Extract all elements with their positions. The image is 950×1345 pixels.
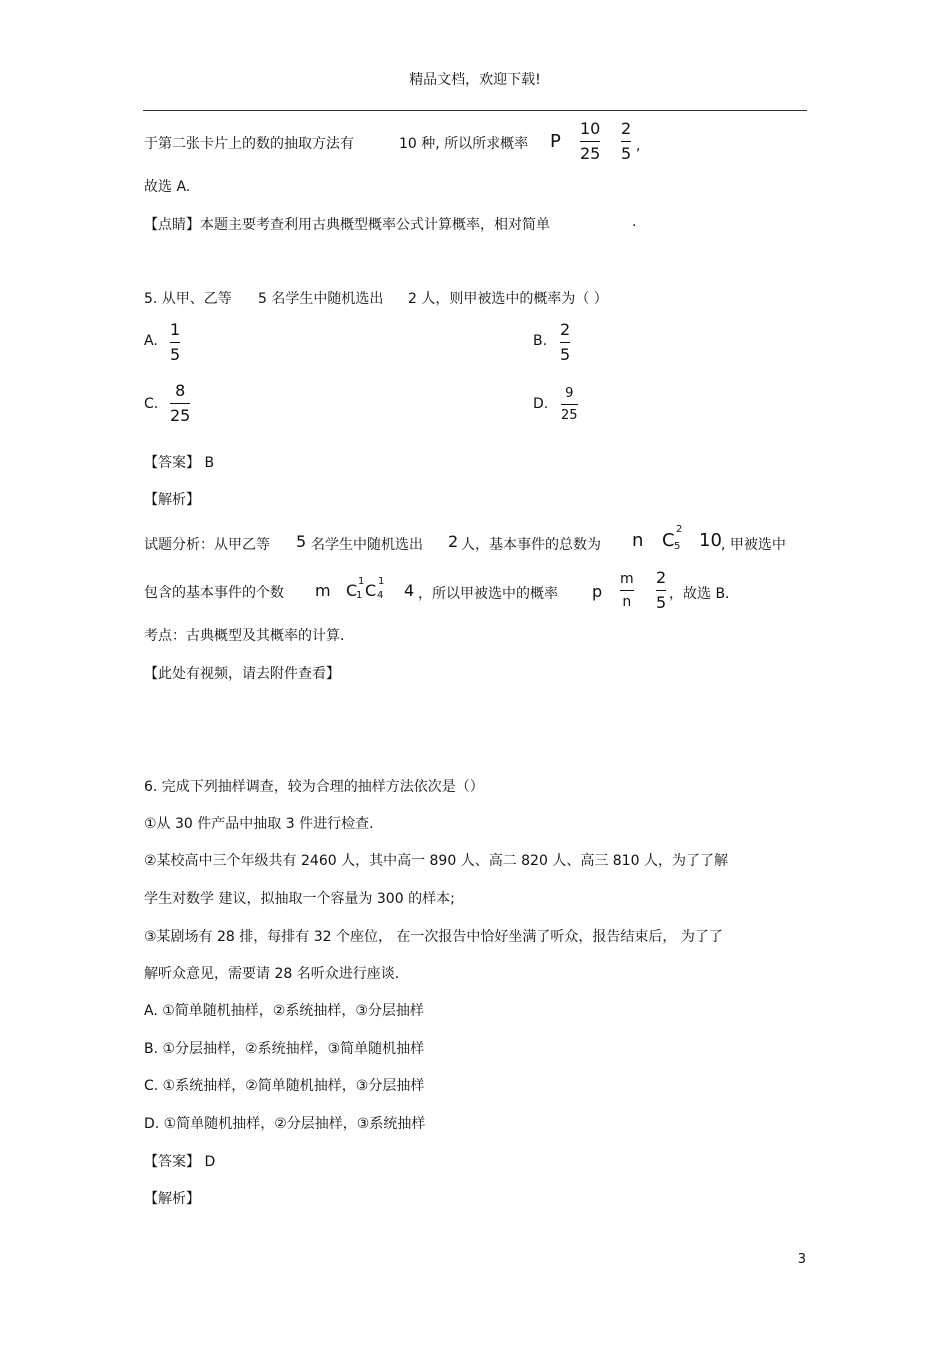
q5-stem-part1: 5. 从甲、乙等	[144, 291, 232, 307]
fraction-bar	[561, 404, 578, 405]
q5-video-note: 【此处有视频，请去附件查看】	[144, 666, 340, 682]
q5-answer: 【答案】 B	[144, 455, 215, 471]
q5-analysis-two: 2	[448, 532, 459, 551]
fraction-numerator: 2	[621, 119, 632, 138]
fraction-numerator: 2	[560, 320, 571, 339]
fraction-bar	[580, 141, 600, 142]
fraction-numerator: 8	[175, 381, 186, 400]
q5-stem-part2: 5 名学生中随机选出	[258, 291, 384, 307]
q6-option-b: B. ①分层抽样，②系统抽样，③简单随机抽样	[144, 1041, 425, 1057]
q5-analysis-line1-e: 人，基本事件的总数为	[461, 537, 601, 553]
q5-analysis-line1-c: 名学生中随机选出	[311, 537, 423, 553]
q5-option-a-label: A.	[144, 333, 158, 349]
combination-letter: C	[662, 530, 675, 551]
q5-analysis-line2-a: 包含的基本事件的个数	[144, 585, 284, 601]
fraction-bar	[170, 342, 180, 343]
q5-option-b-label: B.	[533, 333, 548, 349]
q5-combination-c11: C	[346, 581, 358, 600]
q4-note-dot: .	[632, 214, 637, 230]
q6-item-1: ①从 30 件产品中抽取 3 件进行检查.	[144, 816, 374, 832]
fraction-bar	[621, 141, 631, 142]
fraction-numerator: m	[620, 571, 634, 587]
q5-fraction-2-5	[656, 570, 666, 611]
q5-kaodian: 考点：古典概型及其概率的计算.	[144, 628, 345, 644]
q5-n-symbol: n	[632, 530, 644, 551]
combination-subscript: 1	[356, 590, 363, 601]
q6-item-2-line2: 学生对数学 建议，拟抽取一个容量为 300 的样本;	[144, 891, 455, 907]
q6-answer: 【答案】 D	[144, 1154, 216, 1170]
fraction-numerator: 10	[580, 119, 601, 138]
combination-subscript: 5	[674, 541, 681, 552]
q6-stem: 6. 完成下列抽样调查，较为合理的抽样方法依次是（）	[144, 779, 484, 795]
q5-analysis-line1-a: 试题分析：从甲乙等	[144, 537, 270, 553]
q4-note: 【点睛】本题主要考查利用古典概型概率公式计算概率，相对简单	[144, 217, 550, 233]
q5-option-a-fraction	[170, 322, 180, 363]
q4-prob-symbol: P	[550, 131, 561, 152]
q5-combination-c52	[662, 530, 675, 551]
fraction-denominator: 5	[560, 345, 571, 364]
fraction-numerator: 2	[656, 568, 667, 587]
page-header: 精品文档，欢迎下载!	[409, 72, 541, 88]
fraction-denominator: 25	[561, 408, 578, 423]
q6-item-2-line1: ②某校高中三个年级共有 2460 人，其中高一 890 人、高二 820 人、高三 810 人，为了了解	[144, 853, 728, 869]
q5-option-c-fraction	[170, 383, 190, 424]
fraction-denominator: 25	[580, 144, 601, 163]
q5-fraction-m-n	[620, 572, 634, 609]
q5-p-symbol: p	[592, 582, 603, 601]
fraction-bar	[620, 590, 634, 591]
q5-analysis-line2-c: ，故选 B.	[669, 586, 730, 602]
q4-fraction-10-25	[580, 121, 600, 162]
q6-analysis-title: 【解析】	[144, 1191, 200, 1207]
fraction-denominator: n	[622, 594, 632, 610]
combination-subscript: 4	[377, 590, 384, 601]
q4-fraction-2-5	[621, 121, 631, 162]
fraction-denominator: 25	[170, 406, 191, 425]
fraction-bar	[170, 403, 190, 404]
fraction-denominator: 5	[621, 144, 632, 163]
q4-continuation-text: 于第二张卡片上的数的抽取方法有	[144, 136, 354, 152]
q4-comma: ,	[636, 138, 641, 154]
q6-option-a: A. ①简单随机抽样，②系统抽样，③分层抽样	[144, 1003, 424, 1019]
combination-superscript: 1	[378, 576, 385, 587]
q5-option-d-label: D.	[533, 396, 549, 412]
fraction-bar	[560, 342, 570, 343]
fraction-numerator: 9	[565, 386, 574, 401]
q6-item-3-line1: ③某剧场有 28 排，每排有 32 个座位， 在一次报告中恰好坐满了听众，报告结束后， 为了了	[144, 929, 723, 945]
q6-item-3-line2: 解听众意见，需要请 28 名听众进行座谈.	[144, 966, 400, 982]
q5-count-four: 4	[404, 581, 415, 600]
header-rule	[143, 110, 807, 111]
q5-option-c-label: C.	[144, 396, 159, 412]
q5-option-b-fraction	[560, 322, 570, 363]
combination-superscript: 1	[358, 576, 365, 587]
q5-analysis-line1-f: , 甲被选中	[721, 537, 786, 553]
q5-stem-part3: 2 人，则甲被选中的概率为（ ）	[408, 291, 608, 307]
q5-analysis-line2-b: ，所以甲被选中的概率	[418, 586, 558, 602]
q6-option-c: C. ①系统抽样，②简单随机抽样，③分层抽样	[144, 1078, 425, 1094]
q4-count-text: 10 种, 所以所求概率	[399, 136, 529, 152]
fraction-denominator: 5	[170, 345, 181, 364]
q5-total-ten: 10	[699, 530, 722, 551]
fraction-numerator: 1	[170, 320, 181, 339]
q5-m-symbol: m	[315, 581, 331, 600]
q5-combination-c41: C	[365, 581, 377, 600]
q4-choose: 故选 A.	[144, 179, 191, 195]
q6-option-d: D. ①简单随机抽样，②分层抽样，③系统抽样	[144, 1116, 426, 1132]
q5-analysis-title: 【解析】	[144, 492, 200, 508]
combination-superscript: 2	[676, 524, 683, 535]
q5-analysis-five: 5	[296, 532, 307, 551]
fraction-denominator: 5	[656, 593, 667, 612]
page-number: 3	[797, 1252, 806, 1267]
q5-option-d-fraction	[561, 387, 578, 422]
fraction-bar	[656, 590, 666, 591]
